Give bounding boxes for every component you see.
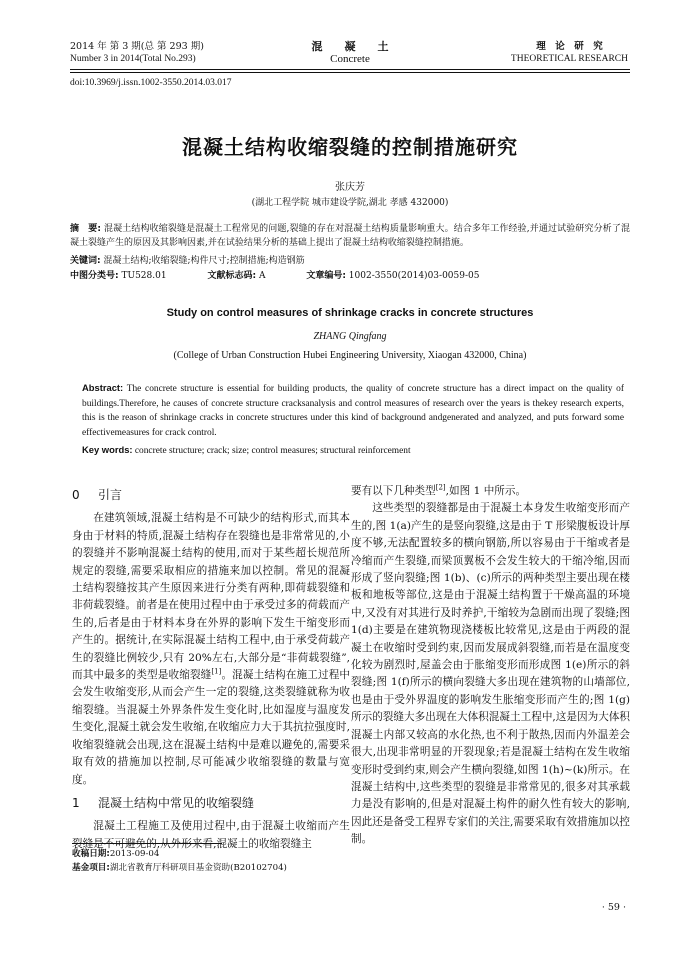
section-en: THEORETICAL RESEARCH bbox=[510, 54, 628, 64]
body-right-column bbox=[351, 483, 630, 849]
journal-cn: 混 凝 土 bbox=[311, 40, 389, 53]
citation-2: [2] bbox=[435, 483, 446, 492]
author-en: ZHANG Qingfang bbox=[313, 331, 387, 342]
issue-cn: 2014 年 第 3 期(总 第 293 期) bbox=[70, 41, 204, 52]
affiliation-en: (College of Urban Construction Hubei Engineering University, Xiaogan 432000, China) bbox=[173, 350, 527, 361]
abstract-en bbox=[82, 381, 624, 440]
received-value: 2013-09-04 bbox=[109, 849, 160, 859]
body-left-column bbox=[72, 483, 350, 853]
abstract-en-text: The concrete structure is essential for building products, the quality of concrete structure has a direct impact on the quality of buildings.Therefore, he causes of concrete structure cracksanalysis and control measures of research over the years is thekey research experts, this is the reason of shrinkage cracks in concrete structures under this kind of background andgenerated and analyzed, and puts forward some effectivemeasures for crack control. bbox=[82, 384, 624, 438]
keywords-cn bbox=[70, 254, 630, 268]
doi: doi:10.3969/j.issn.1002-3550.2014.03.017 bbox=[70, 78, 232, 88]
keywords-en-text: concrete structure; crack; size; control measures; structural reinforcement bbox=[134, 446, 411, 456]
keywords-cn-label: 关键词: bbox=[70, 256, 101, 266]
doc-code-value: A bbox=[258, 271, 266, 281]
section-0-number: 0 bbox=[72, 488, 80, 502]
abstract-cn-text: 混凝土结构收缩裂缝是混凝土工程常见的问题,裂缝的存在对混凝土结构质量影响重大。结合多年工作经验,并通过试验研究分析了混凝土裂缝产生的原因及其影响因素,并在试验结果分析的基础上提出了混凝土结构收缩裂缝控制措施。 bbox=[70, 224, 630, 248]
abstract-cn-label: 摘 要: bbox=[70, 224, 101, 234]
title-cn: 混凝土结构收缩裂缝的控制措施研究 bbox=[182, 135, 518, 159]
journal-en: Concrete bbox=[330, 53, 370, 65]
section-0-text-tail: 。混凝土结构在施工过程中会发生收缩变形,从而会产生一定的裂缝,这类裂缝就称为收缩裂缝。当混凝土外界条件发生变化时,比如湿度与温度发生变化,混凝土就会发生收缩,在收缩应力大于其抗拉强度时,收缩裂缝就会出现,这在混凝土结构中是难以避免的,需要采取有效的措施加以控制,尽可能减少收缩裂缝的数量与宽度。 bbox=[72, 669, 351, 786]
article-no-label: 文章编号: bbox=[306, 271, 346, 281]
abstract-en-label: Abstract: bbox=[82, 382, 124, 393]
header-rule-thin bbox=[70, 72, 630, 73]
doc-code-label: 文献标志码: bbox=[207, 271, 257, 281]
section-0-title: 引言 bbox=[98, 488, 123, 502]
footnote-rule bbox=[72, 843, 222, 844]
classification-row bbox=[70, 269, 630, 283]
footnote bbox=[72, 843, 347, 875]
abstract-cn bbox=[70, 222, 630, 250]
header-rule-thick bbox=[70, 69, 630, 70]
received-date bbox=[72, 847, 347, 861]
section-1-heading bbox=[72, 795, 350, 812]
author-cn: 张庆芳 bbox=[335, 182, 365, 193]
right-continuation-tail: ,如图 1 中所示。 bbox=[445, 485, 527, 497]
right-paragraph: 这些类型的裂缝都是由于混凝土本身发生收缩变形而产生的,图 1(a)产生的是竖向裂缝,这是由于 T 形梁腹板设计厚度不够,无法配置较多的横向钢筋,所以容易由于干缩或者是冷缩而产生裂缝,而梁顶翼板不会发生较大的干缩冷缩,因而形成了竖向裂缝;图 1(b)、(c)所示的两种类型主要出现在楼板和地板等部位,这是由于混凝土结构置于干燥高温的环境中,又没有对其进行及时养护,干缩较为急剧而出现了裂缝;图 1(d)主要是在建筑物现浇楼板比较常见,这是由于两段的混凝土在收缩时受到约束,因而发展成斜裂缝,而若是在温度变化较为剧烈时,屋盖会由于胀缩变形而形成图 1(e)所示的斜裂缝;图 1(f)所示的横向裂缝大多出现在建筑物的山墙部位,也是由于受外界温度的影响发生胀缩变形而产生的;图 1(g)所示的裂缝大多出现在大体积混凝土工程中,这是因为大体积混凝土内部又较高的水化热,也不利于散热,因而内外温差会很大,出现非常明显的开裂现象;若是混凝土结构在发生收缩变形时受到约束,则会产生横向裂缝,如图 1(h)~(k)所示。在混凝土结构中,这些类型的裂缝是非常常见的,很多对其承载力是没有影响的,但是对混凝土构件的耐久性有较大的影响,因此还是备受工程界专家们的关注,需要采取有效措施加以控制。 bbox=[351, 502, 630, 846]
keywords-en-label: Key words: bbox=[82, 444, 133, 455]
title-en: Study on control measures of shrinkage cracks in concrete structures bbox=[166, 307, 534, 319]
keywords-cn-text: 混凝土结构;收缩裂缝;构件尺寸;控制措施;构造钢筋 bbox=[103, 256, 305, 266]
clc-label: 中图分类号: bbox=[70, 271, 119, 281]
section-1-paragraph: 混凝土工程施工及使用过程中,由于混凝土收缩而产生裂缝是不可避免的,从外形来看,混凝土的收缩裂缝主 bbox=[72, 820, 350, 850]
section-0-paragraph bbox=[72, 510, 350, 789]
section-0-heading bbox=[72, 487, 350, 504]
citation-1: [1] bbox=[211, 667, 222, 676]
section-0-text: 在建筑领域,混凝土结构是不可缺少的结构形式,而其本身由于材料的特质,混凝土结构存在裂缝也是非常常见的,小的裂缝并不影响混凝土结构的使用,而对于某些超长规范所规定的裂缝,需要采取相应的措施来加以控制。常见的混凝土结构裂缝按其产生原因来进行分类有两种,即荷载裂缝和非荷载裂缝。前者是在使用过程中由于承受过多的荷载而产生的,后者是由于材料本身在外界的影响下发生干缩变形而产生的。据统计,在实际混凝土结构工程中,由于承受荷载产生的裂缝比例较少,只有 20%左右,大部分是“非荷载裂缝”,而其中最多的类型是收缩裂缝 bbox=[72, 512, 350, 682]
section-1-title: 混凝土结构中常见的收缩裂缝 bbox=[98, 795, 255, 810]
issue-en: Number 3 in 2014(Total No.293) bbox=[70, 54, 196, 64]
affiliation-cn: (湖北工程学院 城市建设学院,湖北 孝感 432000) bbox=[251, 198, 449, 208]
right-continuation-text: 要有以下几种类型 bbox=[351, 485, 436, 497]
right-continuation bbox=[351, 483, 630, 500]
fund-value: 湖北省教育厅科研项目基金资助(B20102704) bbox=[109, 863, 287, 873]
received-label: 收稿日期: bbox=[72, 849, 110, 859]
article-no-value: 1002-3550(2014)03-0059-05 bbox=[348, 271, 480, 281]
section-1-number: 1 bbox=[72, 795, 80, 810]
clc-value: TU528.01 bbox=[121, 271, 167, 281]
fund-label: 基金项目: bbox=[72, 863, 110, 873]
page-number: · 59 · bbox=[601, 902, 626, 913]
header-section bbox=[511, 40, 628, 66]
fund-info bbox=[72, 861, 347, 875]
keywords-en bbox=[82, 444, 411, 456]
section-cn: 理 论 研 究 bbox=[536, 41, 603, 52]
